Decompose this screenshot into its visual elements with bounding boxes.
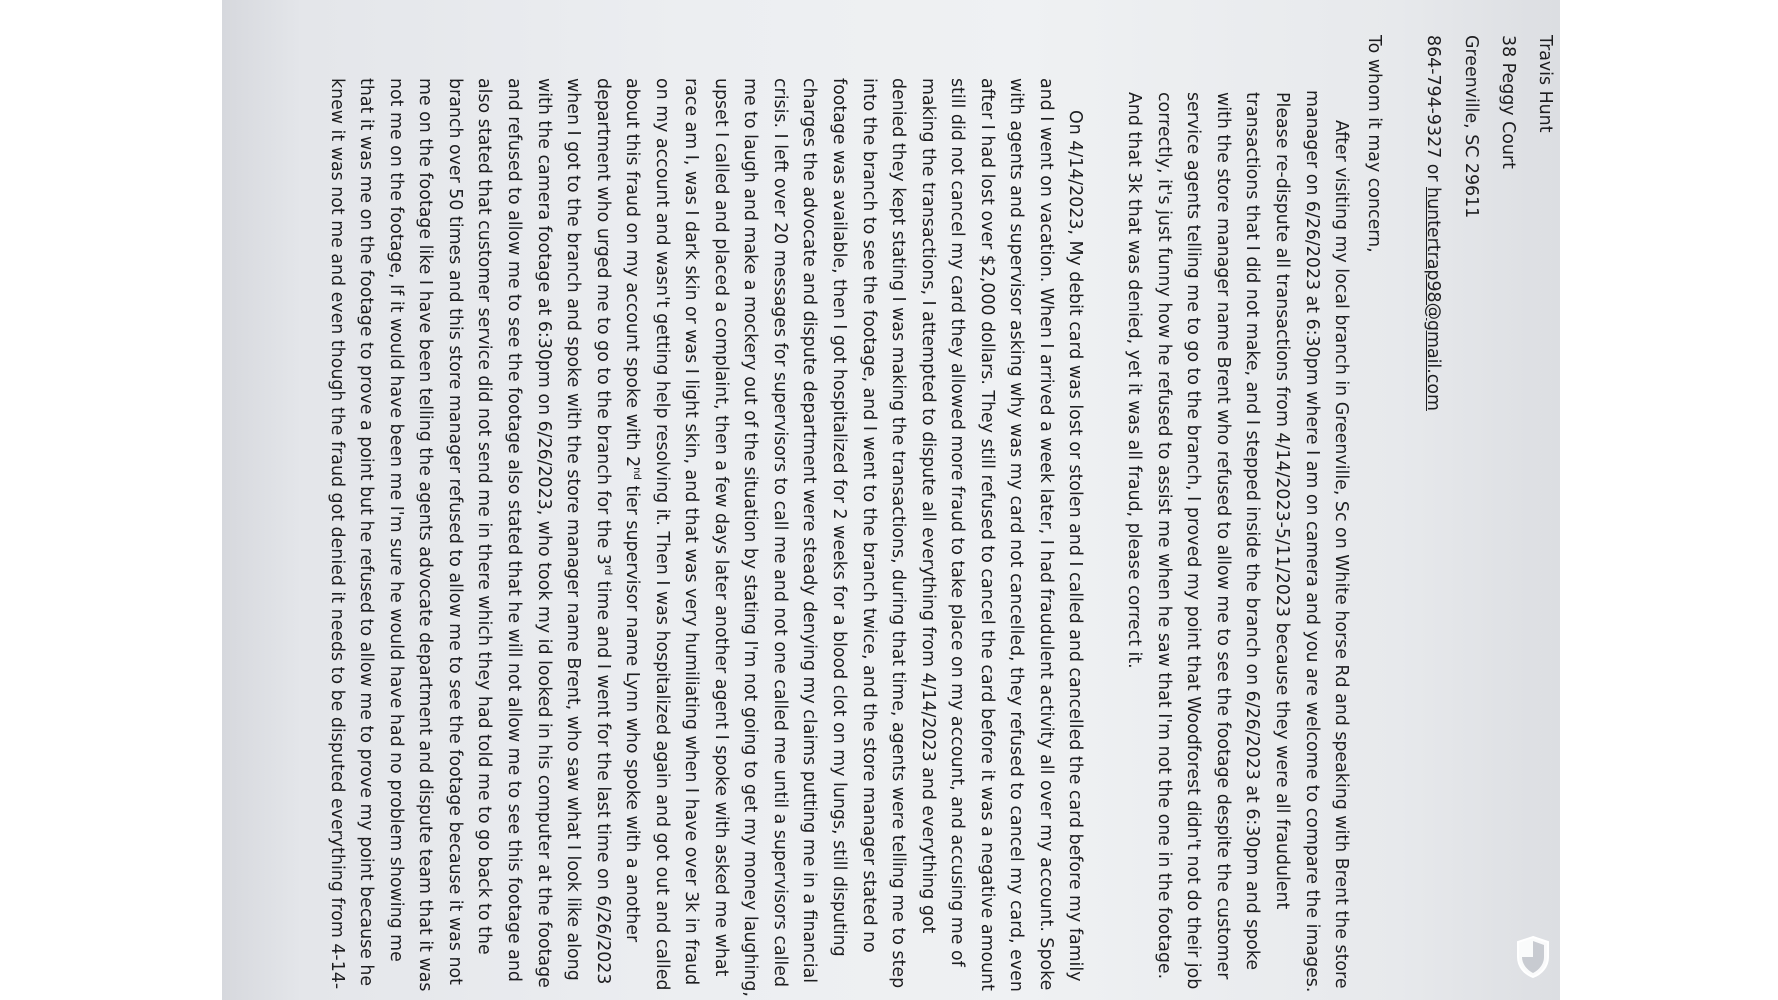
shield-icon xyxy=(1515,935,1551,979)
p1-line: And that 3k that was denied, yet it was all fraud, please correct it. xyxy=(1124,92,1144,669)
p2-line: knew it was not me and even though the fraud got denied it needs to be disputed everything from 4-14- xyxy=(327,78,347,990)
p2-line: me on the footage like I have been telling the agents advocate department and dispute team that it was xyxy=(415,78,435,992)
sender-email[interactable]: huntertrap98@gmail.com xyxy=(1423,187,1443,411)
p2-line-text: about this fraud on my account spoke with 2 xyxy=(622,78,642,468)
sender-street: 38 Peggy Court xyxy=(1498,35,1518,169)
p1-line: correctly, it's just funny how he refused to assist me when he saw that I'm not the one in the footage. xyxy=(1154,92,1174,980)
sender-name: Travis Hunt xyxy=(1535,35,1555,133)
p2-line: and refused to allow me to see the footage also stated that he will not allow me to see this footage and xyxy=(504,78,524,982)
p2-line: with the camera footage at 6:30pm on 6/26/2023, who took my id looked in his computer at the footage xyxy=(534,78,554,988)
sender-city: Greenville, SC 29611 xyxy=(1461,35,1481,219)
p2-line-text: department who urged me to go to the branch for the 3 xyxy=(593,78,613,565)
salutation: To whom it may concern, xyxy=(1364,35,1384,253)
letter-text-rotated xyxy=(222,0,1560,1000)
sender-phone: 864-794-9327 or xyxy=(1423,35,1443,188)
sender-contact xyxy=(1417,35,1447,411)
p2-line: branch over 50 times and this store manager refused to allow me to see the footage because it was not xyxy=(445,78,465,985)
p2-line: not me on the footage, If it would have been me I'm sure he would have had no problem showing me xyxy=(386,78,406,962)
p2-line: into the branch to see the footage, and I went to the branch twice, and the store manager stated no xyxy=(859,78,879,953)
p2-line: with agents and supervisor asking why was my card not cancelled, they refused to cancel my card, even xyxy=(1006,78,1026,992)
p2-line: still did not cancel my card they allowed more fraud to take place on my account, and accusing me of xyxy=(947,78,967,967)
p2-line: making the transactions, I attempted to dispute all everything from 4/14/2023 and everything got xyxy=(918,78,938,934)
p2-line: charges the advocate and dispute department were steady denying my claims putting me in a financial xyxy=(799,78,819,984)
ordinal-suffix: rd xyxy=(601,564,613,576)
p2-line: race am I, was I dark skin or was I light skin, and that was very humiliating when I have over 3k in fraud xyxy=(681,78,701,986)
p2-line: after I had lost over $2,000 dollars. They still refused to cancel the card before it was a negative amount xyxy=(977,78,997,991)
p2-line: that it was me on the footage to prove a point but he refused to allow me to prove my point because he xyxy=(356,78,376,987)
ordinal-suffix: nd xyxy=(630,467,642,480)
p2-line: also stated that customer service did not send me in there which they had told me to go back to the xyxy=(474,78,494,955)
p1-line: After visiting my local branch in Greenville, Sc on White horse Rd and speaking with Brent the store xyxy=(1331,120,1351,989)
p1-line: service agents telling me to go to the branch, I proved my point that Woodforest didn't not do their job xyxy=(1183,92,1203,990)
p2-line xyxy=(587,78,617,984)
p2-line-text: tier supervisor name Lynn who spoke with a another xyxy=(622,479,642,943)
p2-line: upset I called and placed a complaint, then a few days later another agent I spoke with asked me what xyxy=(711,78,731,977)
letter-page xyxy=(222,0,1560,1000)
p2-line: On 4/14/2023, My debit card was lost or stolen and I called and cancelled the card before my family xyxy=(1065,110,1085,982)
p2-line xyxy=(616,78,646,942)
p1-line: Please re-dispute all transactions from 4/14/2023-5/11/2023 because they were all fraudulent xyxy=(1272,92,1292,910)
p2-line: when I got to the branch and spoke with the store manager name Brent, who saw what I look like along xyxy=(563,78,583,981)
p2-line: crisis. I left over 20 messages for supervisors to call me and not one called me until a supervisors called xyxy=(770,78,790,988)
p2-line: footage was available, then I got hospitalized for 2 weeks for a blood clot on my lungs, still disputing xyxy=(829,78,849,957)
p2-line-text: time and I went for the last time on 6/26/2023 xyxy=(593,575,613,985)
p1-line: with the store manager name Brent who refused to allow me to see the footage despite the customer xyxy=(1213,92,1233,980)
p1-line: transactions that I did not make, and I stepped inside the branch on 6/26/2023 at 6:30pm and spoke xyxy=(1242,92,1262,971)
p2-line: me to laugh and make a mockery out of the situation by stating I'm not going to get my money laughing, xyxy=(740,78,760,997)
p1-line: manager on 6/26/2023 at 6:30pm where I am on camera and you are welcome to compare the images. xyxy=(1302,90,1322,993)
p2-line: and I went on vacation. When I arrived a week later, I had fraudulent activity all over my account. Spoke xyxy=(1036,78,1056,991)
p2-line: denied they kept stating I was making the transactions, during that time, agents were telling me to step xyxy=(888,78,908,989)
p2-line: on my account and wasn't getting help resolving it. Then I was hospitalized again and got out and called xyxy=(652,78,672,991)
